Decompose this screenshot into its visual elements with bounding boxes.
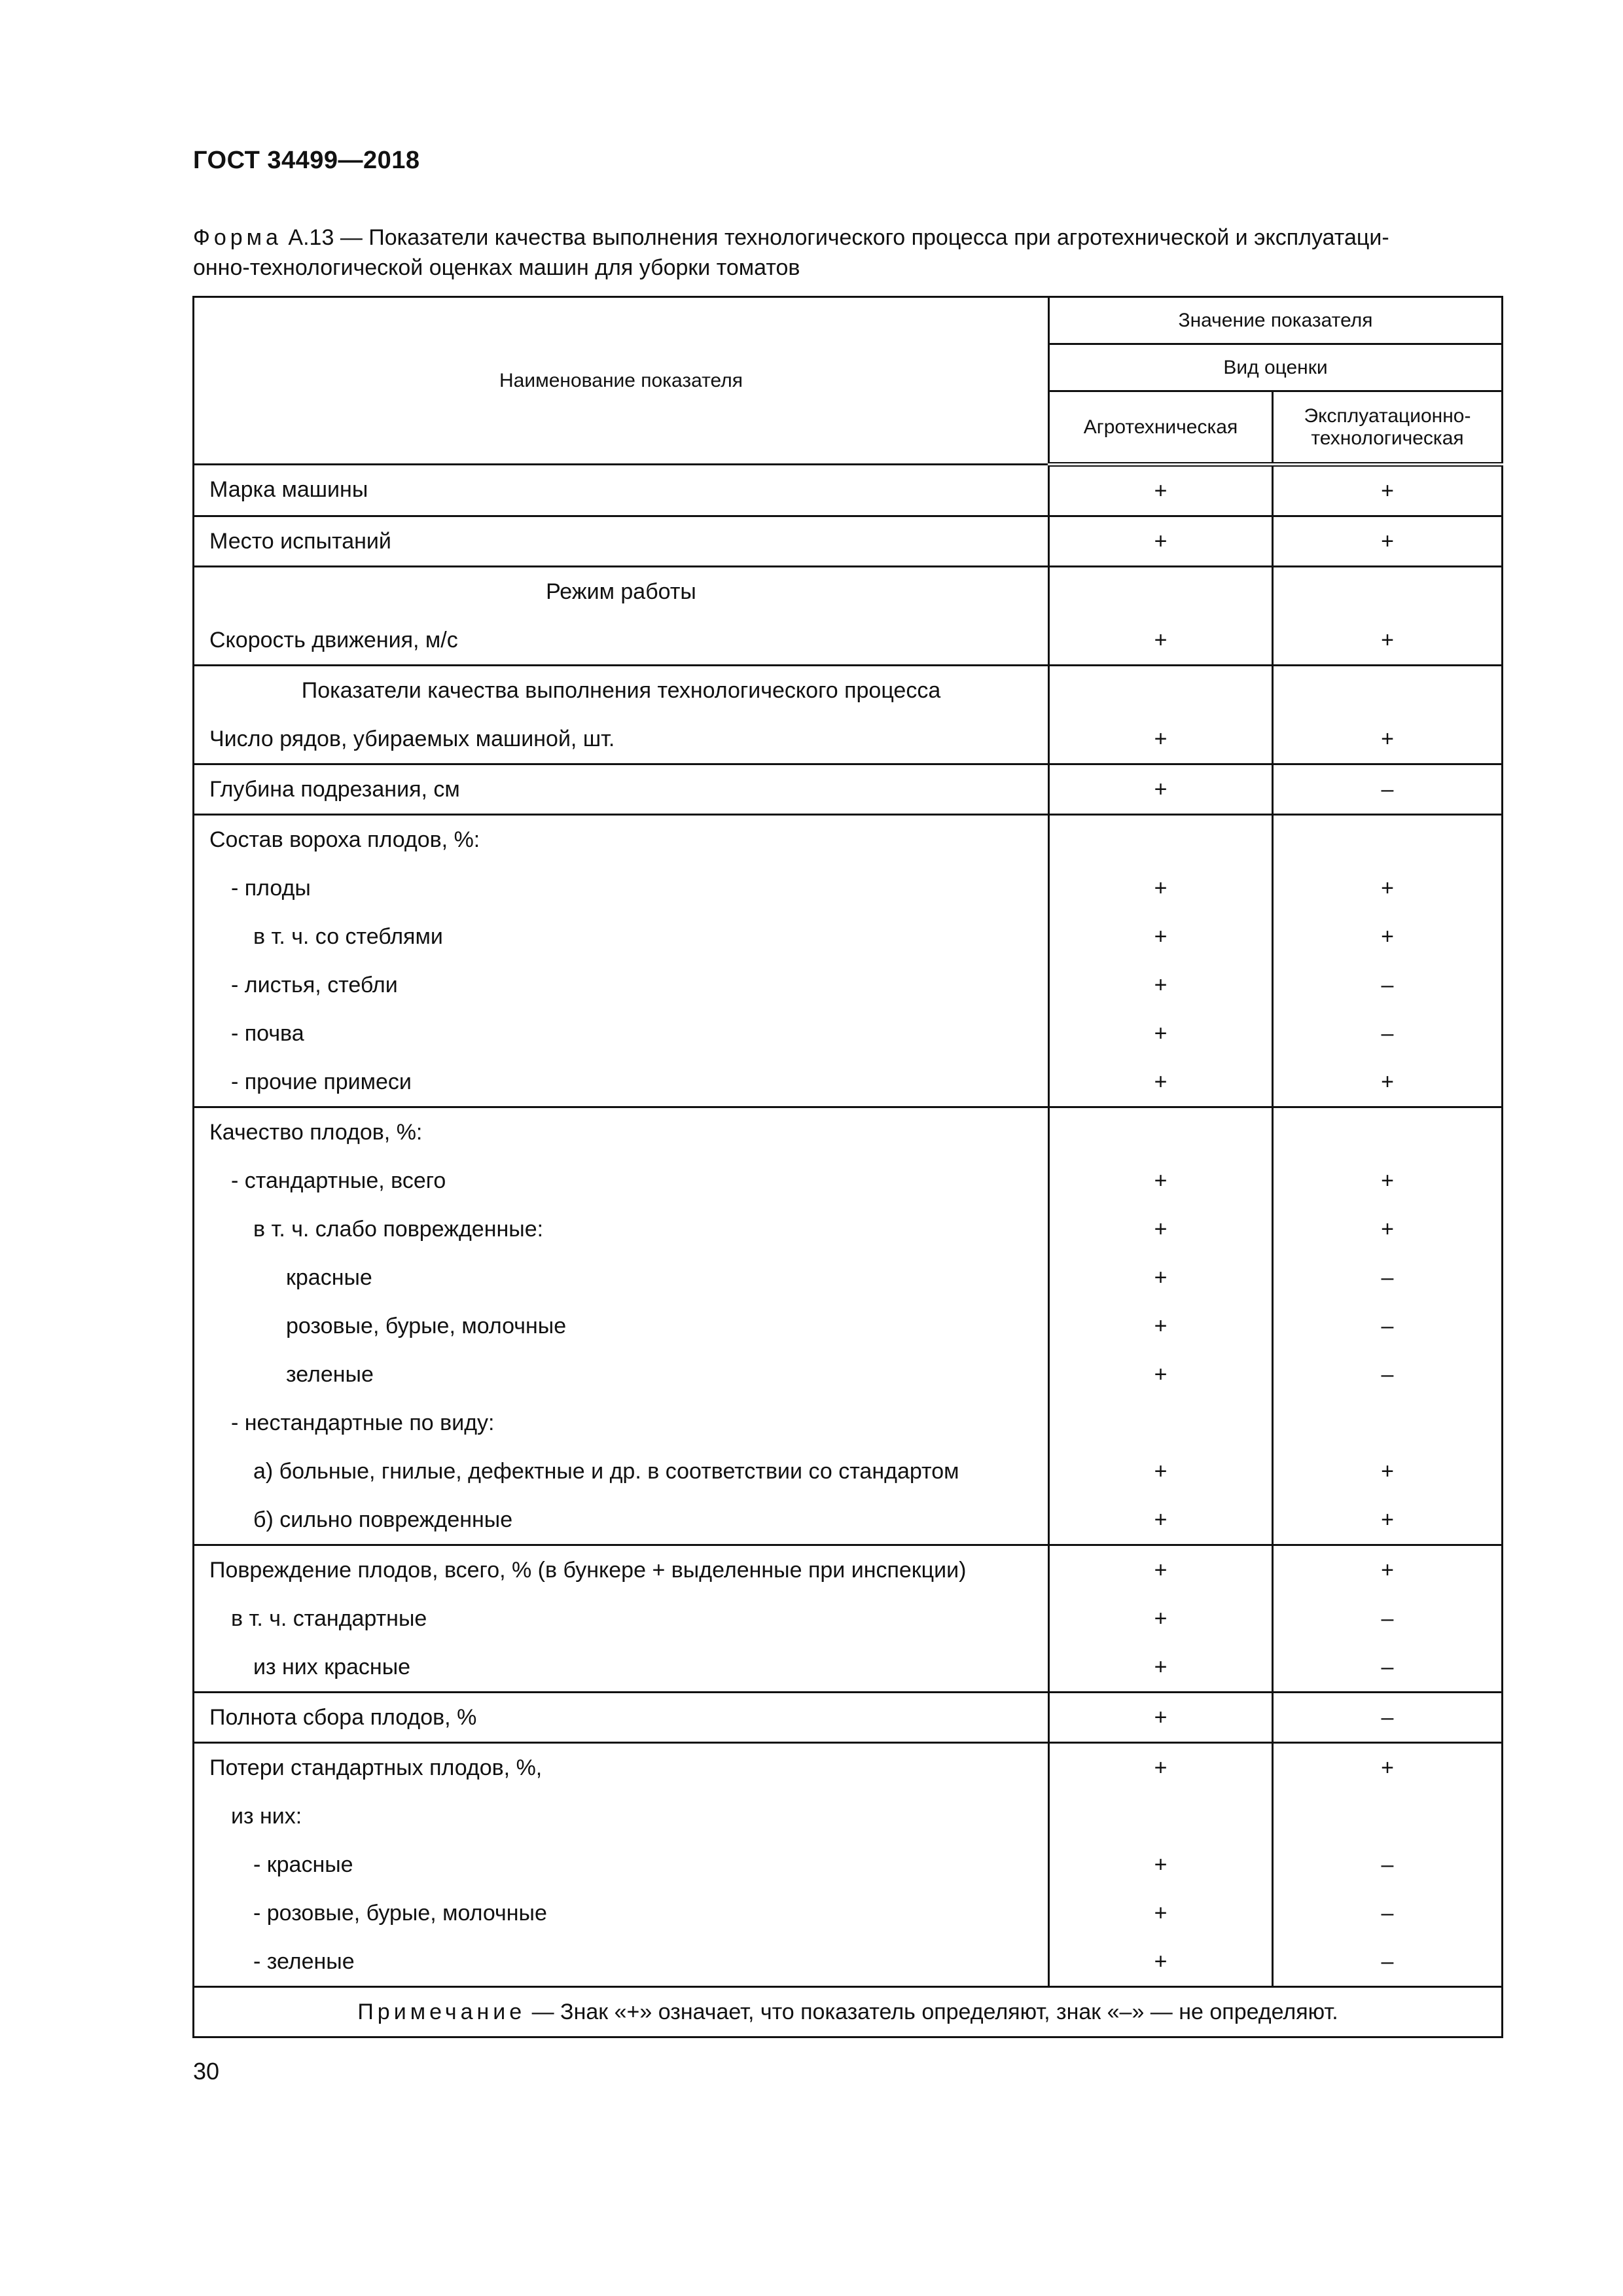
indicator-cell — [194, 1107, 1049, 1545]
expl-cell — [1273, 666, 1503, 764]
indicator-text: из них красные — [253, 1655, 411, 1679]
note-label: Примечание — [357, 2000, 526, 2024]
agro-mark — [1050, 1399, 1272, 1447]
indicator-text: - листья, стебли — [231, 973, 398, 997]
agro-mark — [1050, 666, 1272, 715]
table-row — [194, 567, 1503, 666]
agro-mark: + — [1154, 1705, 1168, 1730]
indicator-cell — [194, 764, 1049, 815]
indicator-text: - почва — [231, 1021, 304, 1046]
form-caption — [193, 223, 1502, 283]
expl-mark: – — [1381, 1949, 1394, 1974]
expl-cell — [1273, 567, 1503, 666]
header-indicator-name: Наименование показателя — [194, 297, 1049, 465]
indicator-cell — [194, 1545, 1049, 1693]
indicator-cell — [194, 516, 1049, 567]
expl-mark: + — [1381, 726, 1394, 751]
expl-mark: + — [1381, 1507, 1394, 1532]
table-row — [194, 1743, 1503, 1987]
indicator-text: а) больные, гнилые, дефектные и др. в соответствии со стандартом — [253, 1459, 959, 1484]
expl-mark: – — [1381, 1852, 1394, 1877]
expl-mark: + — [1381, 1459, 1394, 1484]
indicator-cell — [194, 666, 1049, 764]
expl-mark: – — [1381, 1021, 1394, 1046]
agro-mark: + — [1154, 1558, 1168, 1583]
agro-mark: + — [1154, 628, 1168, 653]
agro-cell — [1049, 1545, 1273, 1693]
table-row — [194, 815, 1503, 1107]
expl-cell — [1273, 516, 1503, 567]
expl-mark: + — [1381, 628, 1394, 653]
indicator-cell — [194, 567, 1049, 666]
indicator-cell — [194, 465, 1049, 516]
indicator-text: - плоды — [231, 876, 311, 901]
expl-cell — [1273, 1743, 1503, 1987]
expl-mark: – — [1381, 1705, 1394, 1730]
header-agrotechnical: Агротехническая — [1049, 391, 1273, 465]
header-operational-line-1: Эксплуатационно- — [1304, 404, 1471, 427]
indicator-text: Качество плодов, %: — [209, 1120, 423, 1145]
agro-mark — [1050, 567, 1272, 616]
agro-mark: + — [1154, 1949, 1168, 1974]
agro-mark: + — [1154, 876, 1168, 901]
indicator-text: в т. ч. со стеблями — [253, 924, 443, 949]
indicator-text: красные — [286, 1265, 372, 1290]
agro-cell — [1049, 516, 1273, 567]
expl-mark: – — [1381, 1314, 1394, 1338]
indicator-text: в т. ч. стандартные — [231, 1606, 427, 1631]
indicator-text: в т. ч. слабо поврежденные: — [253, 1217, 544, 1242]
section-heading: Режим работы — [546, 579, 696, 604]
agro-mark: + — [1154, 1069, 1168, 1094]
expl-mark — [1274, 567, 1501, 616]
caption-title: — Показатели качества выполнения технологического процесса при агротехнической и эксплуатаци- — [340, 225, 1389, 250]
indicator-text: Повреждение плодов, всего, % (в бункере + выделенные при инспекции) — [209, 1558, 967, 1583]
agro-mark: + — [1154, 1606, 1168, 1631]
caption-line-2: онно-технологической оценках машин для уборки томатов — [193, 255, 800, 280]
indicator-text: розовые, бурые, молочные — [286, 1314, 567, 1338]
agro-mark: + — [1154, 1362, 1168, 1387]
table-row — [194, 465, 1503, 516]
expl-mark: + — [1381, 1069, 1394, 1094]
expl-mark: + — [1381, 1168, 1394, 1193]
expl-mark — [1274, 666, 1501, 715]
agro-mark: + — [1154, 1168, 1168, 1193]
expl-mark — [1274, 816, 1501, 864]
agro-mark: + — [1154, 1459, 1168, 1484]
indicator-text: Глубина подрезания, см — [209, 777, 460, 802]
header-operational — [1273, 391, 1503, 465]
agro-mark — [1050, 1108, 1272, 1157]
expl-mark: + — [1381, 876, 1394, 901]
table-row — [194, 666, 1503, 764]
expl-cell — [1273, 1545, 1503, 1693]
table-note — [194, 1987, 1503, 2037]
expl-mark: – — [1381, 1362, 1394, 1387]
expl-mark: – — [1381, 1606, 1394, 1631]
caption-line-1 — [193, 223, 1502, 253]
expl-cell — [1273, 1693, 1503, 1743]
page-number: 30 — [193, 2058, 220, 2085]
indicator-text: - прочие примеси — [231, 1069, 412, 1094]
table-note-row — [194, 1987, 1503, 2037]
table-row — [194, 516, 1503, 567]
header-operational-line-2: технологическая — [1311, 427, 1464, 449]
expl-mark: + — [1381, 924, 1394, 949]
agro-mark: + — [1154, 1852, 1168, 1877]
agro-mark — [1050, 1792, 1272, 1840]
indicators-table — [192, 296, 1503, 2038]
agro-cell — [1049, 465, 1273, 516]
expl-mark: + — [1381, 1558, 1394, 1583]
expl-mark: + — [1381, 1217, 1394, 1242]
agro-cell — [1049, 764, 1273, 815]
indicator-text: - розовые, бурые, молочные — [253, 1901, 547, 1926]
indicator-text: зеленые — [286, 1362, 374, 1387]
indicator-text: - зеленые — [253, 1949, 355, 1974]
agro-mark — [1050, 816, 1272, 864]
table-row — [194, 1545, 1503, 1693]
agro-mark: + — [1154, 1507, 1168, 1532]
expl-mark: – — [1381, 777, 1394, 802]
expl-mark: – — [1381, 973, 1394, 997]
indicator-text: Потери стандартных плодов, %, — [209, 1755, 543, 1780]
expl-mark — [1274, 1108, 1501, 1157]
header-assessment-type: Вид оценки — [1049, 344, 1503, 391]
agro-cell — [1049, 1693, 1273, 1743]
agro-mark: + — [1154, 1314, 1168, 1338]
agro-mark: + — [1154, 529, 1168, 554]
agro-mark: + — [1154, 1217, 1168, 1242]
indicator-text: - нестандартные по виду: — [231, 1410, 495, 1435]
indicator-text: - красные — [253, 1852, 353, 1877]
header-indicator-value: Значение показателя — [1049, 297, 1503, 344]
agro-cell — [1049, 567, 1273, 666]
expl-mark: + — [1381, 529, 1394, 554]
expl-mark — [1274, 1399, 1501, 1447]
expl-cell — [1273, 1107, 1503, 1545]
indicator-cell — [194, 1693, 1049, 1743]
agro-mark: + — [1154, 924, 1168, 949]
agro-mark: + — [1154, 973, 1168, 997]
indicator-text: - стандартные, всего — [231, 1168, 446, 1193]
indicator-text: Марка машины — [209, 477, 368, 502]
agro-mark: + — [1154, 1265, 1168, 1290]
indicator-cell — [194, 1743, 1049, 1987]
caption-label: Форма — [193, 225, 282, 250]
agro-mark: + — [1154, 777, 1168, 802]
agro-mark: + — [1154, 1021, 1168, 1046]
agro-mark: + — [1154, 1755, 1168, 1780]
indicator-text: из них: — [231, 1804, 302, 1829]
expl-mark: – — [1381, 1265, 1394, 1290]
expl-mark: + — [1381, 1755, 1394, 1780]
expl-mark — [1274, 1792, 1501, 1840]
table-row — [194, 1107, 1503, 1545]
caption-number: А.13 — [288, 225, 334, 250]
agro-mark: + — [1154, 726, 1168, 751]
indicator-text: Число рядов, убираемых машиной, шт. — [209, 726, 615, 751]
expl-mark: – — [1381, 1901, 1394, 1926]
expl-cell — [1273, 764, 1503, 815]
indicator-text: Место испытаний — [209, 529, 391, 554]
indicator-text: Полнота сбора плодов, % — [209, 1705, 477, 1730]
agro-cell — [1049, 666, 1273, 764]
agro-mark: + — [1154, 1901, 1168, 1926]
table-row — [194, 1693, 1503, 1743]
agro-cell — [1049, 1107, 1273, 1545]
table-row — [194, 764, 1503, 815]
expl-mark: – — [1381, 1655, 1394, 1679]
expl-cell — [1273, 815, 1503, 1107]
note-text: — Знак «+» означает, что показатель определяют, знак «–» — не определяют. — [526, 2000, 1338, 2024]
agro-mark: + — [1154, 478, 1168, 503]
agro-cell — [1049, 1743, 1273, 1987]
agro-mark: + — [1154, 1655, 1168, 1679]
indicator-text: Скорость движения, м/с — [209, 628, 458, 653]
expl-cell — [1273, 465, 1503, 516]
section-heading: Показатели качества выполнения технологического процесса — [301, 678, 941, 703]
expl-mark: + — [1381, 478, 1394, 503]
agro-cell — [1049, 815, 1273, 1107]
standard-designation: ГОСТ 34499—2018 — [193, 147, 420, 174]
indicator-text: б) сильно поврежденные — [253, 1507, 513, 1532]
indicator-text: Состав вороха плодов, %: — [209, 827, 480, 852]
indicator-cell — [194, 815, 1049, 1107]
